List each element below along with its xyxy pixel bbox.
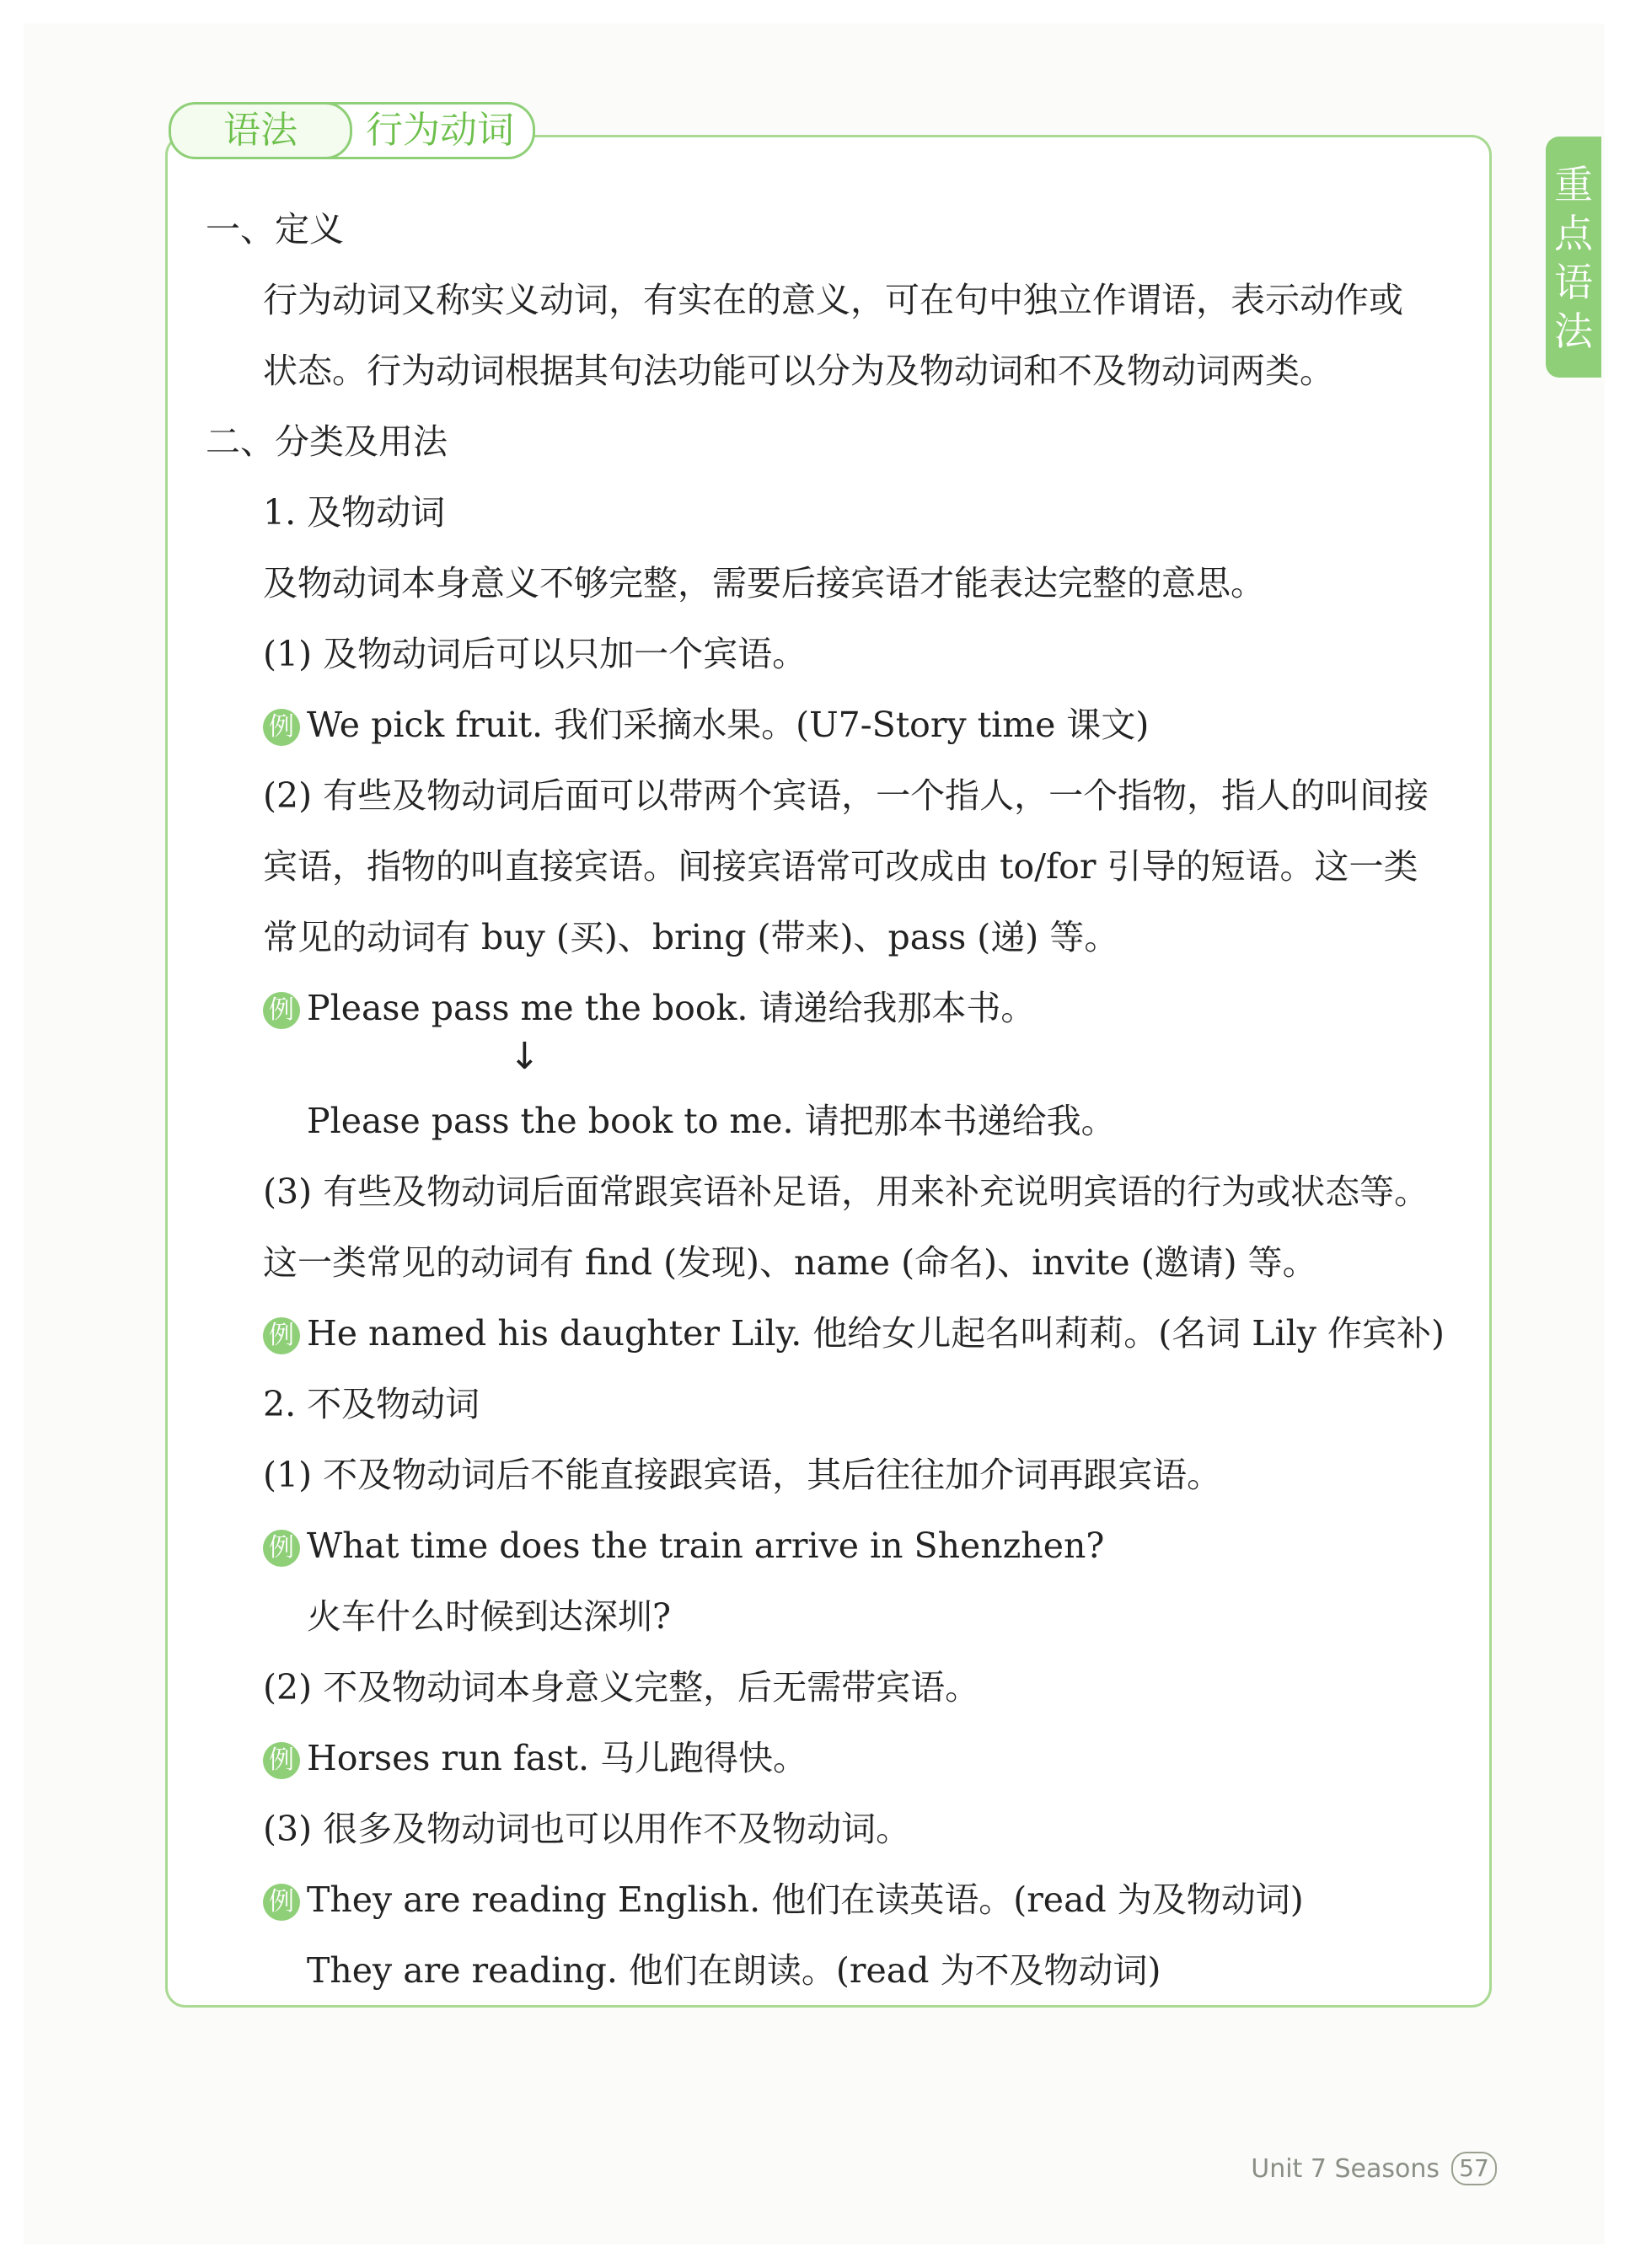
rule-line: (2) 有些及物动词后面可以带两个宾语，一个指人，一个指物，指人的叫间接: [263, 775, 1429, 816]
rule-line: 常见的动词有 buy (买)、bring (带来)、pass (递) 等。: [263, 917, 1119, 957]
example-line: [263, 983, 1035, 1033]
side-tab-char: 点: [1554, 211, 1593, 256]
example-text: They are reading. 他们在朗读。(read 为不及物动词): [307, 1950, 1161, 1991]
example-line: [263, 700, 1149, 750]
rule-line: (3) 很多及物动词也可以用作不及物动词。: [263, 1809, 911, 1849]
page-footer: [1251, 2152, 1497, 2185]
rule-line: (3) 有些及物动词后面常跟宾语补足语，用来补充说明宾语的行为或状态等。: [263, 1172, 1429, 1212]
example-icon: 例: [263, 1317, 300, 1354]
example-text: 火车什么时候到达深圳?: [307, 1596, 671, 1637]
subheading-intransitive: 2. 不及物动词: [263, 1384, 480, 1424]
rule-line: (2) 不及物动词本身意义完整，后无需带宾语。: [263, 1667, 980, 1708]
topic-label: 行为动词: [324, 102, 535, 159]
example-icon: 例: [263, 1884, 300, 1921]
side-tab-char: 法: [1554, 308, 1593, 354]
example-line: [263, 1733, 807, 1783]
example-line: [263, 1308, 1445, 1359]
rule-line: (1) 及物动词后可以只加一个宾语。: [263, 634, 807, 674]
example-text: They are reading English. 他们在读英语。(read 为及物动词): [307, 1879, 1304, 1920]
transitive-description: 及物动词本身意义不够完整，需要后接宾语才能表达完整的意思。: [263, 563, 1265, 603]
example-text: We pick fruit. 我们采摘水果。(U7-Story time 课文): [307, 705, 1150, 745]
section-label: 语法: [169, 102, 352, 159]
heading-classification: 二、分类及用法: [206, 421, 448, 462]
definition-line: 状态。行为动词根据其句法功能可以分为及物动词和不及物动词两类。: [263, 351, 1334, 391]
example-text: Horses run fast. 马儿跑得快。: [307, 1738, 808, 1778]
side-tab-key-grammar[interactable]: [1546, 137, 1601, 378]
side-tab-char: 重: [1554, 162, 1593, 207]
page-number: 57: [1451, 2152, 1497, 2185]
example-icon: 例: [263, 1742, 300, 1779]
unit-label: Unit 7 Seasons: [1251, 2153, 1440, 2184]
heading-definition: 一、定义: [206, 209, 344, 249]
example-line: [263, 1520, 1104, 1571]
section-header: [169, 103, 535, 158]
example-icon: 例: [263, 992, 300, 1029]
definition-line: 行为动词又称实义动词，有实在的意义，可在句中独立作谓语，表示动作或: [263, 280, 1403, 320]
example-text: What time does the train arrive in Shenzhen?: [307, 1525, 1105, 1566]
example-icon: 例: [263, 709, 300, 746]
example-text: He named his daughter Lily. 他给女儿起名叫莉莉。(名词 Lily 作宾补): [307, 1313, 1445, 1354]
rule-line: 宾语，指物的叫直接宾语。间接宾语常可改成由 to/for 引导的短语。这一类: [263, 846, 1418, 887]
side-tab-char: 语: [1554, 260, 1593, 305]
example-text: Please pass me the book. 请递给我那本书。: [307, 988, 1036, 1028]
subheading-transitive: 1. 及物动词: [263, 492, 446, 533]
example-icon: 例: [263, 1530, 300, 1567]
down-arrow-icon: ↓: [509, 1035, 540, 1078]
rule-line: 这一类常见的动词有 find (发现)、name (命名)、invite (邀请) 等。: [263, 1242, 1317, 1283]
rule-line: (1) 不及物动词后不能直接跟宾语，其后往往加介词再跟宾语。: [263, 1455, 1222, 1495]
example-line: [263, 1874, 1304, 1925]
example-text: Please pass the book to me. 请把那本书递给我。: [307, 1101, 1116, 1141]
